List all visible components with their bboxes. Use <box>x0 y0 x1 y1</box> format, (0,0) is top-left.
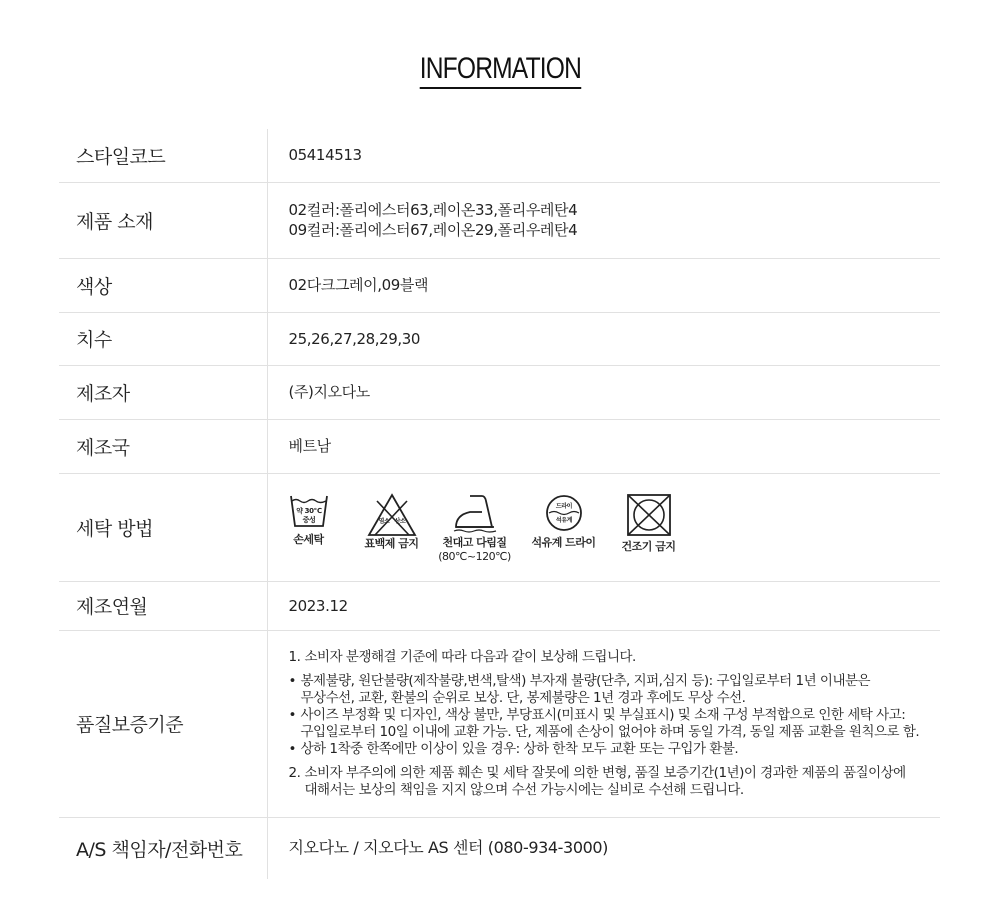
hand-wash-temp: 약 30℃ <box>295 507 322 515</box>
quality-item-2-number: 2. <box>288 764 301 781</box>
size-value: 25,26,27,28,29,30 <box>267 312 940 365</box>
row-size <box>59 312 940 365</box>
row-washing <box>59 473 940 581</box>
country-value: 베트남 <box>267 419 940 473</box>
quality-bullet-line: 봉제불량, 원단불량(제작불량,변색,탈색) 부자재 불량(단추, 지퍼,심지 등): 구입일로부터 1년 이내분은 <box>300 672 871 689</box>
quality-bullet-line: 사이즈 부정확 및 디자인, 색상 불만, 부당표시(미표시 및 부실표시) 및 소재 구성 부적합으로 인한 세탁 사고: <box>300 706 906 723</box>
no-bleach-icon <box>367 493 417 537</box>
maker-label: 제조자 <box>59 365 267 419</box>
material-line: 09컬러:폴리에스터67,레이온29,폴리우레탄4 <box>288 221 578 239</box>
quality-label: 품질보증기준 <box>59 630 267 817</box>
size-label: 치수 <box>59 312 267 365</box>
quality-bullet-line: 무상수선, 교환, 환불의 순위로 보상. 단, 봉제불량은 1년 경과 후에도 무상 수선. <box>300 689 746 706</box>
color-label: 색상 <box>59 258 267 312</box>
iron-caption: 천대고 다림질 <box>442 536 507 549</box>
dry-clean-icon <box>542 493 586 533</box>
bullet-symbol: • <box>288 740 296 757</box>
dry-clean-text: 드라이 <box>555 503 572 510</box>
care-no-tumble-dry <box>617 493 681 554</box>
care-no-bleach <box>361 493 423 551</box>
quality-bullet <box>289 707 941 741</box>
quality-bullet <box>289 741 941 758</box>
manufacture-date-label: 제조연월 <box>59 581 267 630</box>
quality-item-2-line: 소비자 부주의에 의한 제품 훼손 및 세탁 잘못에 의한 변형, 품질 보증기간(1년)이 경과한 제품의 품질이상에 <box>304 764 906 781</box>
no-bleach-oxygen: 산소 <box>394 518 405 525</box>
washing-label: 세탁 방법 <box>59 473 267 581</box>
row-maker <box>59 365 940 419</box>
hand-wash-icon <box>289 493 329 529</box>
no-bleach-chlorine: 염소 <box>378 518 389 525</box>
quality-bullet <box>289 673 941 707</box>
washing-value <box>267 473 940 581</box>
iron-caption-temp: (80℃~120℃) <box>438 550 511 563</box>
quality-bullet-line: 상하 1착중 한쪽에만 이상이 있을 경우: 상하 한착 모두 교환 또는 구입가 환불. <box>300 740 739 757</box>
care-dry-clean <box>527 493 601 550</box>
dry-clean-solvent: 석유계 <box>555 517 572 524</box>
country-label: 제조국 <box>59 419 267 473</box>
material-label: 제품 소재 <box>59 182 267 258</box>
row-style-code <box>59 129 940 182</box>
quality-value <box>267 630 940 817</box>
row-country <box>59 419 940 473</box>
page-title-wrap <box>0 52 1000 89</box>
row-quality <box>59 630 940 817</box>
no-tumble-dry-caption: 건조기 금지 <box>621 540 676 553</box>
quality-item-1-text: 소비자 분쟁해결 기준에 따라 다음과 같이 보상해 드립니다. <box>304 648 636 665</box>
row-manufacture-date <box>59 581 940 630</box>
style-code-label: 스타일코드 <box>59 129 267 182</box>
quality-item-1 <box>289 649 941 666</box>
bullet-symbol: • <box>288 706 296 723</box>
dry-clean-caption: 석유계 드라이 <box>531 536 596 549</box>
care-hand-wash <box>289 493 329 547</box>
hand-wash-detergent: 중성 <box>302 516 315 524</box>
quality-item-2-line: 대해서는 보상의 책임을 지지 않으며 수선 가능시에는 실비로 수선해 드립니다. <box>304 781 744 798</box>
care-icons <box>289 493 941 563</box>
row-material <box>59 182 940 258</box>
as-value: 지오다노 / 지오다노 AS 센터 (080-934-3000) <box>288 838 609 858</box>
quality-text <box>289 649 941 799</box>
iron-icon <box>452 493 498 533</box>
row-as <box>59 817 940 879</box>
manufacture-date-value: 2023.12 <box>267 581 940 630</box>
color-value: 02다크그레이,09블랙 <box>267 258 940 312</box>
material-line: 02컬러:폴리에스터63,레이온33,폴리우레탄4 <box>288 201 578 219</box>
style-code-value: 05414513 <box>267 129 940 182</box>
hand-wash-caption: 손세탁 <box>293 533 324 546</box>
page-title: INFORMATION <box>419 52 580 89</box>
no-tumble-dry-icon <box>626 493 672 537</box>
quality-item-2 <box>289 765 941 799</box>
product-info-table <box>59 129 940 879</box>
bullet-symbol: • <box>288 672 296 689</box>
quality-bullet-line: 구입일로부터 10일 이내에 교환 가능. 단, 제품에 손상이 없어야 하며 동일 가격, 동일 제품 교환을 원칙으로 함. <box>300 723 920 740</box>
quality-item-1-number: 1. <box>288 648 301 665</box>
no-bleach-caption: 표백제 금지 <box>364 537 419 550</box>
material-value <box>267 182 940 258</box>
maker-value: (주)지오다노 <box>267 365 940 419</box>
care-iron <box>439 493 511 563</box>
row-color <box>59 258 940 312</box>
as-label: A/S 책임자/전화번호 <box>59 817 267 879</box>
